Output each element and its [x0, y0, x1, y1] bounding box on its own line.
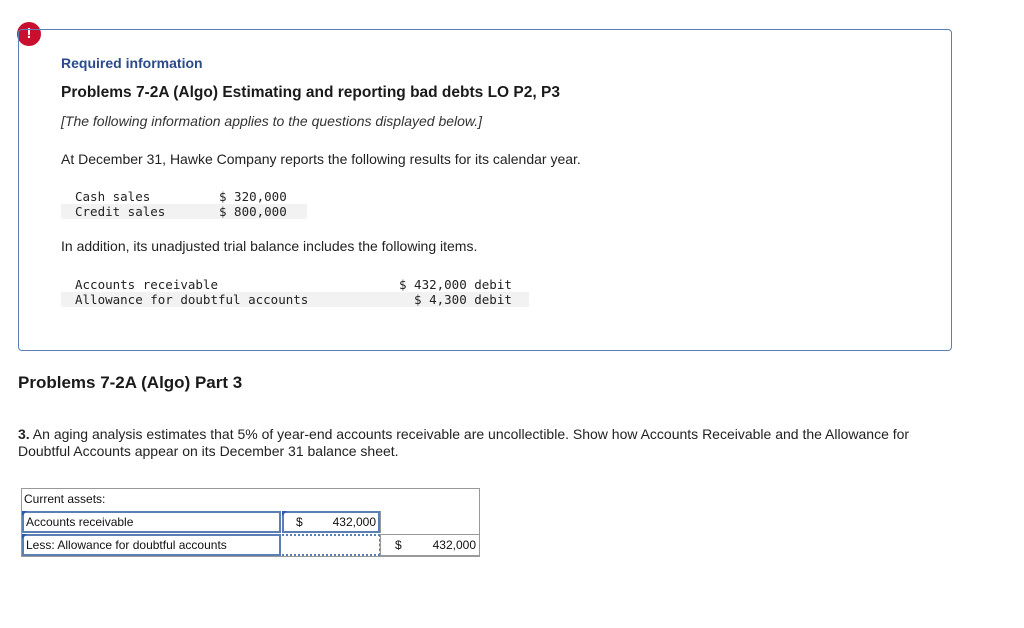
balance-sheet-form — [21, 488, 480, 557]
sales-amount: $ 800,000 — [205, 204, 307, 219]
question-text — [18, 426, 938, 460]
sales-label: Credit sales — [61, 204, 205, 219]
sales-table — [61, 189, 307, 219]
trial-balance-intro: In addition, its unadjusted trial balance includes the following items. — [61, 238, 478, 254]
ar-label-input[interactable] — [22, 511, 281, 533]
input-marker-icon — [22, 534, 27, 539]
tb-label: Allowance for doubtful accounts — [61, 292, 385, 307]
tb-label: Accounts receivable — [75, 277, 218, 292]
input-marker-icon — [282, 511, 287, 516]
ar-label-value: Accounts receivable — [26, 515, 134, 529]
ar-amount-input[interactable] — [282, 511, 380, 533]
required-info-heading: Required information — [61, 55, 203, 71]
allowance-label-value: Less: Allowance for doubtful accounts — [26, 538, 227, 552]
allowance-label-input[interactable] — [22, 534, 281, 556]
question-number: 3. — [18, 426, 30, 442]
info-note: [The following information applies to the questions displayed below.] — [61, 113, 483, 129]
allowance-amount-input[interactable] — [282, 534, 380, 556]
table-row — [61, 292, 529, 307]
part-title: Problems 7-2A (Algo) Part 3 — [18, 373, 243, 392]
ar-net-cell — [380, 511, 480, 533]
net-dollar-sign: $ — [395, 538, 402, 552]
tb-amount: $ 432,000 debit — [399, 277, 512, 292]
sales-label: Cash sales — [75, 189, 151, 204]
table-row — [61, 189, 307, 204]
table-row — [61, 277, 529, 292]
net-receivable-cell — [380, 534, 480, 556]
ar-amount-value: 432,000 — [332, 515, 376, 529]
ar-dollar-sign: $ — [296, 515, 303, 529]
tb-amount: $ 4,300 debit — [385, 292, 529, 307]
input-marker-icon — [22, 511, 27, 516]
problem-title: Problems 7-2A (Algo) Estimating and reporting bad debts LO P2, P3 — [61, 84, 560, 101]
alert-icon: ! — [17, 22, 41, 46]
intro-text: At December 31, Hawke Company reports the following results for its calendar year. — [61, 151, 581, 167]
question-body: An aging analysis estimates that 5% of year-end accounts receivable are uncollectible. Show how Accounts Receivable and the Allowance for Doubtful Accounts appear on its December 31 balance sheet. — [18, 426, 910, 459]
current-assets-label: Current assets: — [24, 492, 106, 506]
net-amount-value: 432,000 — [432, 538, 476, 552]
sales-amount: $ 320,000 — [219, 189, 287, 204]
table-row — [61, 204, 307, 219]
trial-balance-table — [61, 277, 529, 307]
